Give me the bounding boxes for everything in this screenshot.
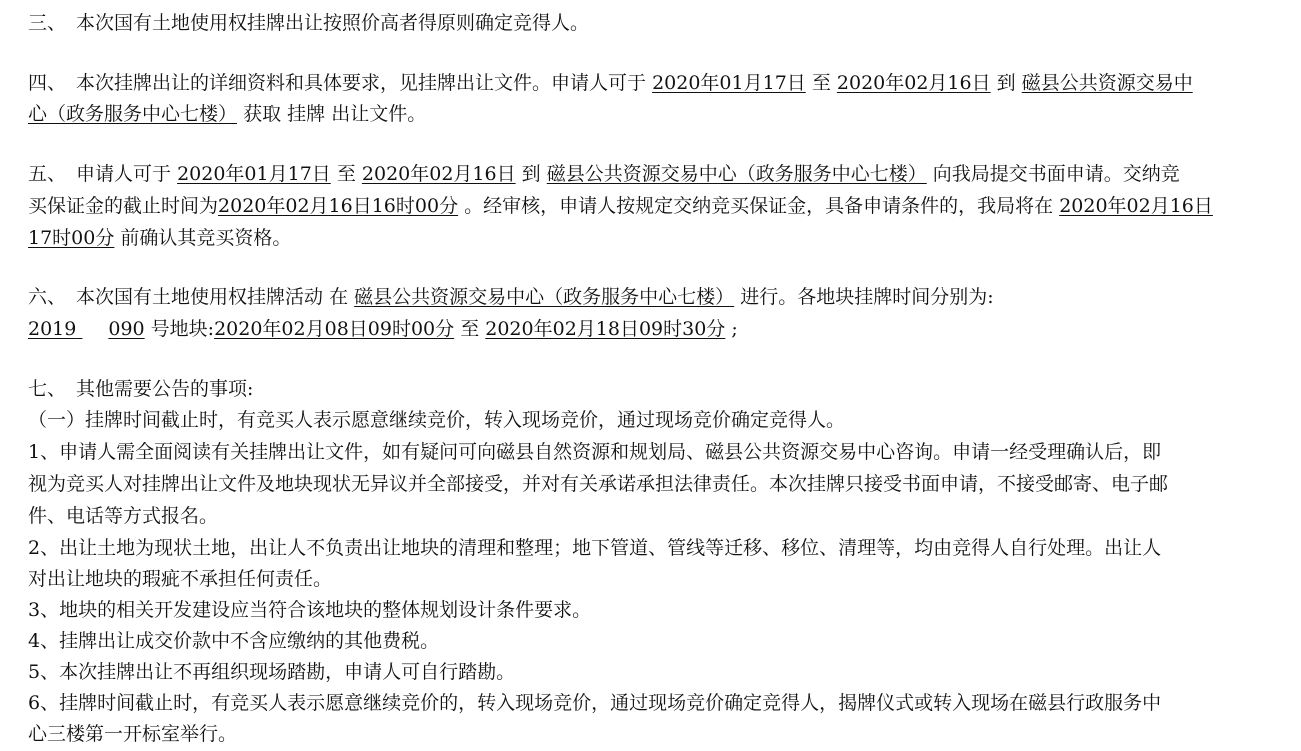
item-6-line-1	[28, 690, 1161, 716]
section-text-end: 出让文件。	[331, 103, 427, 125]
date-end: 2020年02月16日	[361, 163, 516, 185]
item-text: 视为竞买人对挂牌出让文件及地块现状无异议并全部接受，并对有关承诺承担法律责任。本次挂牌只接受书面申请，不接受邮寄、电子邮	[28, 473, 1169, 495]
venue: 磁县公共资源交易中	[1021, 72, 1193, 94]
section-6-line-1	[28, 284, 994, 310]
section-4-line-2	[28, 101, 426, 127]
section-number: 三、	[28, 12, 67, 34]
date-end: 2020年02月16日	[836, 72, 991, 94]
item-3	[28, 597, 591, 623]
to-word: 至	[811, 72, 831, 94]
at-word: 到	[996, 72, 1016, 94]
item-2-line-2	[28, 566, 332, 592]
date-start: 2020年01月17日	[652, 72, 806, 94]
sub-item-text: （一）挂牌时间截止时，有竞买人表示愿意继续竞价，转入现场竞价，通过现场竞价确定竞得人。	[28, 409, 846, 431]
section-text: 本次国有土地使用权挂牌出让按照价高者得原则确定竞得人。	[76, 12, 590, 34]
item-1-line-3	[28, 503, 218, 529]
section-5-line-3	[28, 225, 291, 251]
item-text: 5、本次挂牌出让不再组织现场踏勘，申请人可自行踏勘。	[28, 661, 516, 683]
section-text: 本次挂牌出让的详细资料和具体要求，见挂牌出让文件。申请人可于	[76, 72, 647, 94]
section-number: 六、	[28, 286, 67, 308]
item-text: 1、申请人需全面阅读有关挂牌出让文件，如有疑问可向磁县自然资源和规划局、磁县公共资源交易中心咨询。申请一经受理确认后，即	[28, 441, 1162, 463]
venue: 磁县公共资源交易中心（政务服务中心七楼）	[354, 286, 735, 308]
item-text: 6、挂牌时间截止时，有竞买人表示愿意继续竞价的，转入现场竞价，通过现场竞价确定竞得人，揭牌仪式或转入现场在磁县行政服务中	[28, 692, 1162, 714]
section-text: 买保证金的截止时间为	[28, 195, 219, 217]
obtain-word: 获取	[243, 103, 282, 125]
item-text: 2、出让土地为现状土地，出让人不负责出让地块的清理和整理；地下管道、管线等迁移、移位、清理等，均由竞得人自行处理。出让人	[28, 537, 1162, 559]
section-5-line-2	[28, 193, 1213, 219]
in-word: 在	[329, 286, 349, 308]
confirm-date: 2020年02月16日	[1059, 195, 1213, 217]
date-start: 2020年01月17日	[177, 163, 331, 185]
parcel-year: 2019	[28, 318, 77, 340]
section-5-line-1	[28, 161, 1180, 187]
semicolon: ;	[731, 318, 738, 340]
venue-continued: 心（政务服务中心七楼）	[28, 103, 238, 125]
listing-start: 2020年02月08日09时00分	[214, 318, 455, 340]
item-1-line-1	[28, 439, 1161, 465]
section-7-title	[28, 376, 253, 402]
section-7-sub-1	[28, 407, 845, 433]
parcel-label: 号地块:	[150, 318, 215, 340]
item-1-line-2	[28, 471, 1168, 497]
item-text: 对出让地块的瑕疵不承担任何责任。	[28, 568, 333, 590]
section-text: 。经审核，申请人按规定交纳竞买保证金，具备申请条件的，我局将在	[464, 195, 1054, 217]
item-text: 件、电话等方式报名。	[28, 505, 219, 527]
confirm-time: 17时00分	[28, 227, 115, 249]
at-word: 到	[521, 163, 541, 185]
listing-word: 挂牌	[287, 103, 326, 125]
listing-end: 2020年02月18日09时30分	[485, 318, 726, 340]
venue: 磁县公共资源交易中心（政务服务中心七楼）	[546, 163, 927, 185]
parcel-number: 090	[108, 318, 145, 340]
parcel-gap	[76, 316, 108, 342]
item-text: 4、挂牌出让成交价款中不含应缴纳的其他费税。	[28, 630, 440, 652]
section-text: 申请人可于	[76, 163, 172, 185]
item-2-line-1	[28, 535, 1161, 561]
item-5	[28, 659, 515, 685]
section-text: 进行。各地块挂牌时间分别为:	[740, 286, 994, 308]
section-number: 五、	[28, 163, 67, 185]
item-6-line-2	[28, 721, 237, 747]
section-title: 其他需要公告的事项:	[76, 378, 254, 400]
item-text: 心三楼第一开标室举行。	[28, 723, 238, 745]
section-text: 本次国有土地使用权挂牌活动	[76, 286, 324, 308]
section-text: 向我局提交书面申请。交纳竞	[932, 163, 1180, 185]
section-4-line-1	[28, 70, 1193, 96]
item-text: 3、地块的相关开发建设应当符合该地块的整体规划设计条件要求。	[28, 599, 592, 621]
section-text-end: 前确认其竞买资格。	[120, 227, 292, 249]
to-word: 至	[460, 318, 480, 340]
section-6-line-2	[28, 316, 738, 342]
deposit-deadline: 2020年02月16日16时00分	[218, 195, 459, 217]
section-number: 七、	[28, 378, 67, 400]
to-word: 至	[336, 163, 356, 185]
item-4	[28, 628, 439, 654]
section-number: 四、	[28, 72, 67, 94]
section-3	[28, 10, 589, 36]
